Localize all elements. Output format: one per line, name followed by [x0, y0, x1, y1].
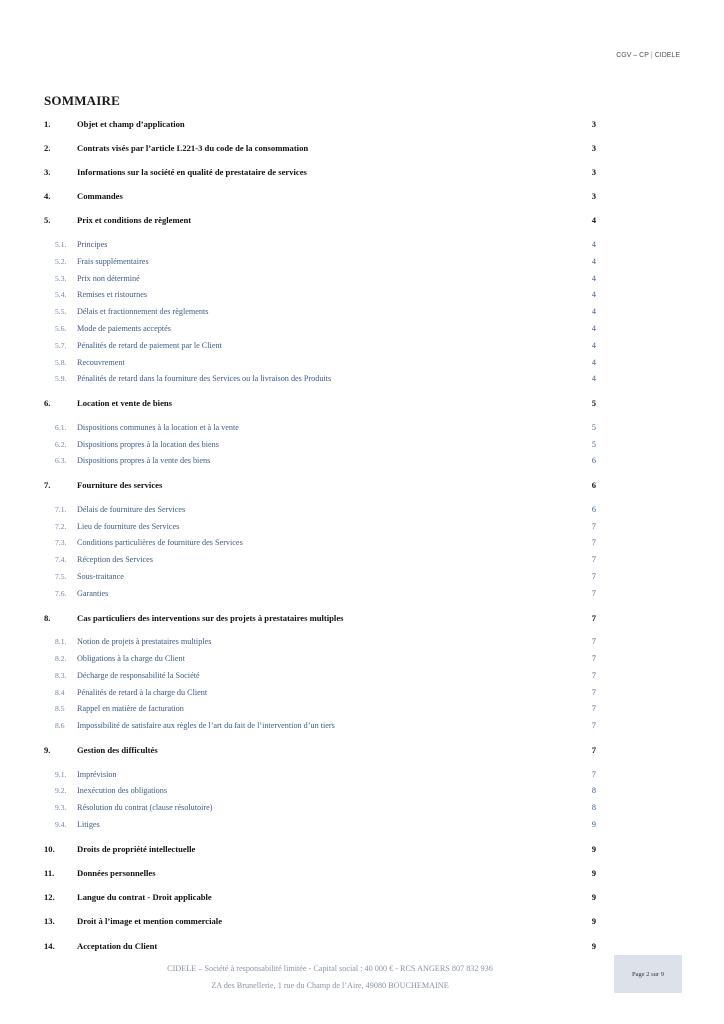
- toc-section-row[interactable]: [44, 397, 596, 410]
- toc-entry-page: 6: [591, 480, 596, 491]
- toc-entry-label: Acceptation du Client: [77, 940, 158, 951]
- toc-subsection-row[interactable]: [44, 322, 596, 335]
- toc-entry-number: 8.5: [55, 704, 65, 714]
- toc-entry-page: 7: [591, 687, 596, 697]
- toc-entry-label: Droits de propriété intellectuelle: [77, 843, 196, 854]
- toc-entry-label: Mode de paiements acceptés: [77, 324, 171, 333]
- toc-subsection-row[interactable]: [44, 570, 596, 583]
- toc-entry-label: Prix non déterminé: [77, 273, 140, 283]
- toc-section-row[interactable]: [44, 611, 596, 624]
- toc-entry-number: 8.: [44, 612, 51, 623]
- toc-entry-number: 8.6: [55, 721, 65, 731]
- toc-subsection-row[interactable]: [44, 635, 596, 648]
- toc-entry-page: 4: [591, 273, 596, 283]
- toc-entry-page: 6: [591, 504, 596, 514]
- toc-entry-label: Langue du contrat - Droit applicable: [77, 892, 212, 903]
- page-number: Page 2 sur 9: [632, 970, 664, 978]
- toc-subsection-row[interactable]: [44, 768, 596, 781]
- toc-subsection-row[interactable]: [44, 339, 596, 352]
- toc-subsection-row[interactable]: [44, 702, 596, 715]
- toc-entry-label: Dispositions propres à la vente des biens: [77, 456, 211, 466]
- toc-entry-number: 5.7.: [55, 340, 67, 350]
- toc-entry-page: 7: [591, 744, 596, 755]
- toc-subsection-row[interactable]: [44, 438, 596, 451]
- toc-entry-page: 7: [591, 637, 596, 647]
- toc-entry-number: 9.: [44, 744, 51, 755]
- toc-entry-page: 9: [591, 940, 596, 951]
- toc-entry-number: 5.5.: [55, 307, 67, 317]
- toc-entry-label: Réception des Services: [77, 555, 153, 565]
- toc-subsection-row[interactable]: [44, 801, 596, 814]
- toc-entry-page: 4: [591, 357, 596, 367]
- toc-entry-label: Contrats visés par l’article L221-3 du code de la consommation: [77, 142, 309, 153]
- toc-entry-label: Fourniture des services: [77, 480, 163, 491]
- toc-subsection-row[interactable]: [44, 686, 596, 699]
- toc-subsection-row[interactable]: [44, 719, 596, 732]
- toc-entry-number: 5.3.: [55, 273, 67, 283]
- toc-subsection-row[interactable]: [44, 669, 596, 682]
- toc-entry-number: 6.3.: [55, 456, 67, 466]
- toc-entry-page: 4: [591, 374, 596, 384]
- toc-entry-number: 5.6.: [55, 324, 67, 333]
- toc-entry-page: 4: [591, 240, 596, 249]
- toc-title: SOMMAIRE: [44, 93, 120, 108]
- toc-entry-label: Dispositions communes à la location et à la vente: [77, 422, 239, 432]
- toc-entry-number: 9.4.: [55, 820, 67, 829]
- toc-subsection-row[interactable]: [44, 587, 596, 600]
- toc-entry-number: 6.1.: [55, 422, 67, 432]
- toc-entry-page: 9: [591, 867, 596, 878]
- toc-entry-page: 7: [591, 521, 596, 531]
- toc-entry-number: 7.4.: [55, 555, 67, 565]
- toc-entry-label: Dispositions propres à la location des biens: [77, 439, 219, 449]
- toc-entry-number: 5.1.: [55, 240, 67, 249]
- toc-entry-label: Pénalités de retard dans la fourniture des Services ou la livraison des Produits: [77, 374, 332, 384]
- toc-entry-number: 12.: [44, 892, 55, 903]
- toc-entry-number: 1.: [44, 118, 51, 129]
- toc-subsection-row[interactable]: [44, 652, 596, 665]
- toc-entry-number: 6.2.: [55, 439, 67, 449]
- toc-entry-number: 11.: [44, 867, 55, 878]
- toc-entry-label: Objet et champ d’application: [77, 118, 185, 129]
- toc-entry-label: Sous-traitance: [77, 572, 124, 581]
- toc-entry-page: 3: [591, 166, 596, 177]
- toc-section-row[interactable]: [44, 190, 596, 203]
- toc-entry-label: Litiges: [77, 820, 100, 829]
- page-number-box: [614, 955, 682, 993]
- toc-subsection-row[interactable]: [44, 372, 596, 385]
- toc-entry-number: 7.3.: [55, 538, 67, 548]
- toc-subsection-row[interactable]: [44, 421, 596, 434]
- header-separator: |: [650, 52, 653, 59]
- toc-subsection-row[interactable]: [44, 454, 596, 467]
- toc-entry-label: Imprévision: [77, 769, 117, 779]
- toc-entry-number: 4.: [44, 191, 51, 202]
- toc-entry-page: 4: [591, 340, 596, 350]
- toc-entry-number: 9.2.: [55, 786, 67, 796]
- toc-entry-label: Inexécution des obligations: [77, 786, 168, 796]
- toc-entry-page: 8: [591, 786, 596, 796]
- toc-entry-number: 2.: [44, 142, 51, 153]
- toc-entry-page: 7: [591, 721, 596, 731]
- toc-entry-page: 7: [591, 588, 596, 598]
- toc-section-row[interactable]: [44, 743, 596, 756]
- toc-entry-label: Frais supplémentaires: [77, 256, 149, 266]
- toc-entry-page: 4: [591, 256, 596, 266]
- toc-entry-page: 9: [591, 843, 596, 854]
- doc-code: CGV – CP: [616, 52, 649, 59]
- toc-entry-number: 5.4.: [55, 290, 67, 300]
- toc-entry-number: 5.: [44, 215, 51, 226]
- toc-section-row[interactable]: [44, 165, 596, 178]
- toc-entry-page: 7: [591, 555, 596, 565]
- toc-entry-number: 5.2.: [55, 256, 67, 266]
- toc-subsection-row[interactable]: [44, 553, 596, 566]
- toc-entry-number: 7.1.: [55, 504, 67, 514]
- toc-entry-page: 8: [591, 803, 596, 813]
- toc-entry-page: 4: [591, 307, 596, 317]
- toc-entry-number: 14.: [44, 940, 55, 951]
- toc-entry-number: 8.4: [55, 687, 65, 697]
- toc-section-row[interactable]: [44, 117, 596, 130]
- toc-entry-page: 4: [591, 324, 596, 333]
- toc-entry-number: 3.: [44, 166, 51, 177]
- toc-entry-number: 7.: [44, 480, 51, 491]
- company-name: CIDELE: [654, 52, 680, 59]
- toc-entry-number: 5.9.: [55, 374, 67, 384]
- toc-entry-number: 13.: [44, 916, 55, 927]
- toc-subsection-row[interactable]: [44, 520, 596, 533]
- toc-entry-label: Droit à l’image et mention commerciale: [77, 916, 223, 927]
- toc-section-row[interactable]: [44, 479, 596, 492]
- toc-subsection-row[interactable]: [44, 255, 596, 268]
- toc-entry-label: Prix et conditions de règlement: [77, 215, 192, 226]
- toc-entry-number: 5.8.: [55, 357, 67, 367]
- toc-subsection-row[interactable]: [44, 503, 596, 516]
- toc-entry-page: 7: [591, 612, 596, 623]
- toc-entry-page: 5: [591, 398, 596, 409]
- toc-entry-number: 7.5.: [55, 572, 67, 581]
- toc-entry-page: 4: [591, 215, 596, 226]
- toc-entry-number: 8.1.: [55, 637, 67, 647]
- toc-section-row[interactable]: [44, 939, 596, 952]
- toc-entry-label: Obligations à la charge du Client: [77, 654, 185, 663]
- toc-entry-label: Données personnelles: [77, 867, 156, 878]
- toc-entry-label: Informations sur la société en qualité de prestataire de services: [77, 166, 307, 177]
- toc-entry-label: Cas particuliers des interventions sur des projets à prestataires multiples: [77, 612, 344, 623]
- footer-legal-line: CIDELE – Société à responsabilité limitée - Capital social : 40 000 € - RCS ANGERS 807 832 936: [167, 964, 493, 973]
- toc-entry-label: Lieu de fourniture des Services: [77, 521, 180, 531]
- toc-entry-page: 7: [591, 704, 596, 714]
- toc-entry-number: 8.2.: [55, 654, 67, 663]
- toc-entry-label: Principes: [77, 240, 108, 249]
- toc-entry-label: Location et vente de biens: [77, 398, 173, 409]
- toc-entry-label: Recouvrement: [77, 357, 125, 367]
- toc-entry-label: Pénalités de retard à la charge du Client: [77, 687, 208, 697]
- toc-entry-page: 4: [591, 290, 596, 300]
- toc-subsection-row[interactable]: [44, 272, 596, 285]
- toc-entry-page: 7: [591, 538, 596, 548]
- toc-entry-number: 7.6.: [55, 588, 67, 598]
- toc-subsection-row[interactable]: [44, 784, 596, 797]
- toc-entry-page: 9: [591, 916, 596, 927]
- toc-section-row[interactable]: [44, 891, 596, 904]
- toc-section-row[interactable]: [44, 141, 596, 154]
- toc-subsection-row[interactable]: [44, 818, 596, 831]
- toc-subsection-row[interactable]: [44, 356, 596, 369]
- toc-entry-number: 7.2.: [55, 521, 67, 531]
- toc-entry-page: 3: [591, 142, 596, 153]
- toc-subsection-row[interactable]: [44, 238, 596, 251]
- toc-section-row[interactable]: [44, 915, 596, 928]
- toc-entry-page: 3: [591, 118, 596, 129]
- toc-subsection-row[interactable]: [44, 288, 596, 301]
- toc-section-row[interactable]: [44, 214, 596, 227]
- toc-entry-label: Délais de fourniture des Services: [77, 504, 186, 514]
- toc-entry-page: 7: [591, 769, 596, 779]
- toc-entry-page: 6: [591, 456, 596, 466]
- toc-entry-page: 7: [591, 654, 596, 663]
- toc-section-row[interactable]: [44, 842, 596, 855]
- toc-entry-label: Gestion des difficultés: [77, 744, 158, 755]
- toc-subsection-row[interactable]: [44, 536, 596, 549]
- toc-entry-label: Remises et ristournes: [77, 290, 148, 300]
- toc-entry-page: 7: [591, 670, 596, 680]
- toc-entry-label: Décharge de responsabilité la Société: [77, 670, 200, 680]
- toc-entry-number: 9.1.: [55, 769, 67, 779]
- toc-entry-label: Commandes: [77, 191, 123, 202]
- toc-entry-page: 5: [591, 422, 596, 432]
- toc-entry-number: 9.3.: [55, 803, 67, 813]
- toc-entry-label: Résolution du contrat (clause résolutoire): [77, 803, 213, 813]
- toc-subsection-row[interactable]: [44, 305, 596, 318]
- toc-entry-label: Pénalités de retard de paiement par le Client: [77, 340, 222, 350]
- toc-entry-page: 7: [591, 572, 596, 581]
- toc-entry-number: 6.: [44, 398, 51, 409]
- toc-entry-label: Conditions particulières de fourniture des Services: [77, 538, 243, 548]
- toc-entry-page: 9: [591, 820, 596, 829]
- toc-entry-label: Rappel en matière de facturation: [77, 704, 184, 714]
- toc-entry-number: 8.3.: [55, 670, 67, 680]
- toc-entry-page: 5: [591, 439, 596, 449]
- toc-entry-label: Notion de projets à prestataires multiples: [77, 637, 212, 647]
- toc-entry-page: 3: [591, 191, 596, 202]
- toc-entry-label: Délais et fractionnement des règlements: [77, 307, 209, 317]
- toc-entry-number: 10.: [44, 843, 55, 854]
- toc-entry-label: Garanties: [77, 588, 109, 598]
- toc-entry-page: 9: [591, 892, 596, 903]
- footer-address-line: ZA des Brunellerie, 1 rue du Champ de l’Aire, 49080 BOUCHEMAINE: [211, 981, 449, 990]
- toc-section-row[interactable]: [44, 866, 596, 879]
- toc-entry-label: Impossibilité de satisfaire aux règles de l’art du fait de l’intervention d’un tiers: [77, 721, 335, 731]
